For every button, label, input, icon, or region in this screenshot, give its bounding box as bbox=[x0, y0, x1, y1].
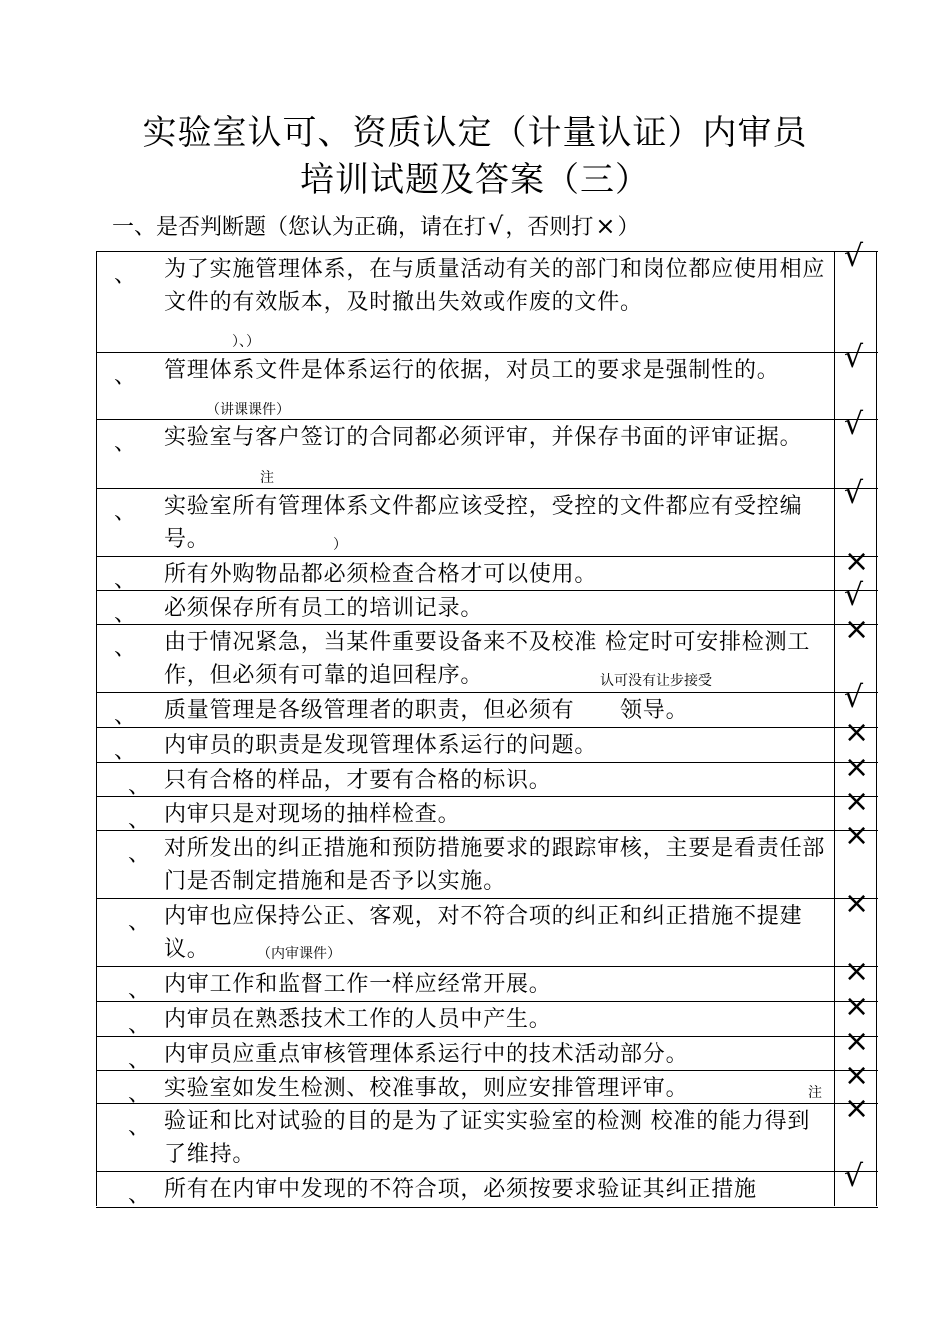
question-number: 、 bbox=[114, 263, 137, 288]
question-text: 由于情况紧急，当某件重要设备来不及校准 检定时可安排检测工作，但必须有可靠的追回程序。 bbox=[164, 630, 811, 688]
question-number: 、 bbox=[114, 500, 137, 525]
question-text: 内审员在熟悉技术工作的人员中产生。 bbox=[164, 1007, 552, 1032]
check-mark-icon: √ bbox=[844, 239, 864, 274]
question-number: 、 bbox=[128, 774, 151, 799]
cross-mark-icon: × bbox=[844, 612, 870, 647]
question-text: 质量管理是各级管理者的职责，但必须有 领导。 bbox=[164, 698, 689, 723]
check-mark-icon: √ bbox=[844, 680, 864, 715]
section-heading-close: ） bbox=[617, 215, 640, 240]
table-row bbox=[96, 750, 878, 799]
question-number: 、 bbox=[128, 1115, 151, 1140]
question-text: 内审也应保持公正、客观，对不符合项的纠正和纠正措施不提建议。 bbox=[164, 904, 803, 962]
handwritten-note: 注 bbox=[260, 470, 274, 486]
question-number: 、 bbox=[128, 910, 151, 935]
table-row bbox=[96, 989, 878, 1038]
question-number: 、 bbox=[114, 568, 137, 593]
question-number: 、 bbox=[114, 636, 137, 661]
question-text: 所有在内审中发现的不符合项，必须按要求验证其纠正措施 bbox=[164, 1177, 757, 1202]
section-heading bbox=[112, 210, 639, 241]
cross-mark-icon: × bbox=[595, 212, 616, 240]
question-text: 验证和比对试验的目的是为了证实实验室的检测 校准的能力得到了维持。 bbox=[164, 1109, 811, 1167]
cross-mark-icon: × bbox=[844, 1091, 870, 1126]
section-heading-text: 一、是否判断题（您认为正确，请在打 bbox=[112, 215, 487, 240]
check-mark-icon: √ bbox=[844, 340, 864, 375]
table-row bbox=[96, 1159, 878, 1208]
cross-mark-icon: × bbox=[844, 886, 870, 921]
cross-mark-icon: × bbox=[844, 750, 870, 785]
handwritten-note: （讲课课件） bbox=[206, 402, 290, 418]
question-text: 管理体系文件是体系运行的依据，对员工的要求是强制性的。 bbox=[164, 358, 780, 383]
check-mark-icon: √ bbox=[844, 1159, 864, 1194]
cross-mark-icon: × bbox=[844, 989, 870, 1024]
cross-mark-icon: × bbox=[844, 784, 870, 819]
question-text: 必须保存所有员工的培训记录。 bbox=[164, 596, 484, 621]
question-text: 为了实施管理体系，在与质量活动有关的部门和岗位都应使用相应文件的有效版本，及时撤出失效或作废的文件。 bbox=[164, 257, 826, 315]
question-text: 实验室所有管理体系文件都应该受控，受控的文件都应有受控编号。 bbox=[164, 494, 803, 552]
cross-mark-icon: × bbox=[844, 1024, 870, 1059]
cross-mark-icon: × bbox=[844, 544, 870, 579]
check-mark-icon: √ bbox=[844, 578, 864, 613]
table-row bbox=[96, 818, 878, 899]
question-number: 、 bbox=[128, 1183, 151, 1208]
check-mark-icon: √ bbox=[844, 407, 864, 442]
handwritten-note: 注 bbox=[808, 1085, 822, 1101]
question-text: 实验室如发生检测、校准事故，则应安排管理评审。 bbox=[164, 1076, 689, 1101]
table-row bbox=[96, 578, 878, 627]
question-number: 、 bbox=[114, 431, 137, 456]
table-row bbox=[96, 612, 878, 693]
question-text: 对所发出的纠正措施和预防措施要求的跟踪审核，主要是看责任部门是否制定措施和是否予以实施。 bbox=[164, 836, 826, 894]
question-text: 内审员应重点审核管理体系运行中的技术活动部分。 bbox=[164, 1042, 689, 1067]
document-title-line-1: 实验室认可、资质认定（计量认证）内审员 bbox=[142, 113, 808, 153]
table-row bbox=[96, 239, 878, 353]
question-text: 内审工作和监督工作一样应经常开展。 bbox=[164, 972, 552, 997]
cross-mark-icon: × bbox=[844, 1058, 870, 1093]
question-number: 、 bbox=[128, 1013, 151, 1038]
question-number: 、 bbox=[128, 978, 151, 1003]
question-number: 、 bbox=[114, 364, 137, 389]
question-text: 内审只是对现场的抽样检查。 bbox=[164, 802, 461, 827]
question-number: 、 bbox=[128, 808, 151, 833]
table-row bbox=[96, 715, 878, 764]
handwritten-note: ） bbox=[333, 537, 347, 553]
table-row bbox=[96, 1091, 878, 1172]
table-row bbox=[96, 784, 878, 833]
table-row bbox=[96, 544, 878, 593]
handwritten-note: （内审课件） bbox=[257, 946, 341, 962]
question-text: 内审员的职责是发现管理体系运行的问题。 bbox=[164, 733, 598, 758]
table-row bbox=[96, 476, 878, 557]
question-text: 只有合格的样品，才要有合格的标识。 bbox=[164, 768, 552, 793]
check-mark-icon: √ bbox=[844, 476, 864, 511]
question-text: 所有外购物品都必须检查合格才可以使用。 bbox=[164, 562, 598, 587]
section-heading-middle: ，否则打 bbox=[505, 215, 594, 240]
cross-mark-icon: × bbox=[844, 715, 870, 750]
cross-mark-icon: × bbox=[844, 818, 870, 853]
question-number: 、 bbox=[128, 1082, 151, 1107]
question-number: 、 bbox=[114, 739, 137, 764]
question-number: 、 bbox=[128, 842, 151, 867]
cross-mark-icon: × bbox=[844, 954, 870, 989]
table-row bbox=[96, 886, 878, 967]
check-mark-icon: √ bbox=[488, 212, 504, 240]
question-number: 、 bbox=[128, 1048, 151, 1073]
question-number: 、 bbox=[114, 602, 137, 627]
document-title-line-2: 培训试题及答案（三） bbox=[300, 160, 650, 200]
table-row bbox=[96, 1058, 878, 1107]
question-table bbox=[96, 239, 878, 1208]
handwritten-note: ）、） bbox=[232, 334, 260, 350]
question-text: 实验室与客户签订的合同都必须评审，并保存书面的评审证据。 bbox=[164, 425, 803, 450]
question-number: 、 bbox=[114, 704, 137, 729]
handwritten-note: 认可没有让步接受 bbox=[600, 673, 712, 689]
table-row bbox=[96, 1024, 878, 1073]
